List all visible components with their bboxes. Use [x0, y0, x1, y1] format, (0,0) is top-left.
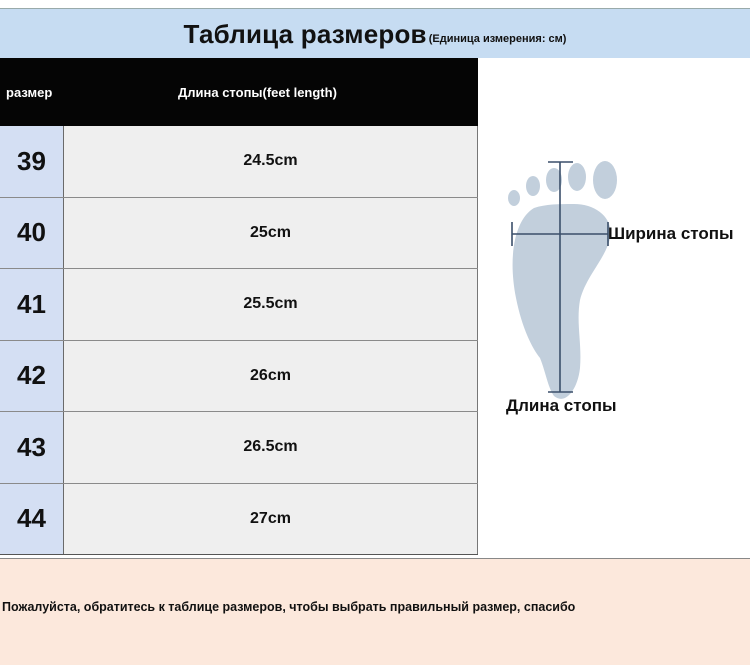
page-title: Таблица размеров [183, 18, 427, 49]
size-cell: 39 [0, 126, 64, 197]
title-bar [0, 8, 750, 60]
length-cell: 25.5cm [64, 269, 478, 340]
length-cell: 25cm [64, 198, 478, 269]
size-cell: 40 [0, 198, 64, 269]
unit-note: (Единица измерения: см) [428, 33, 567, 45]
size-cell: 42 [0, 341, 64, 412]
table-header [0, 58, 478, 126]
width-label: Ширина стопы [608, 224, 734, 243]
table-row [0, 484, 478, 556]
size-table [0, 58, 478, 555]
header-length: Длина стопы(feet length) [178, 85, 337, 100]
length-cell: 24.5cm [64, 126, 478, 197]
foot-diagram [478, 58, 750, 558]
table-row [0, 269, 478, 341]
size-cell: 44 [0, 484, 64, 555]
size-cell: 41 [0, 269, 64, 340]
header-size: размер [6, 85, 53, 100]
length-label: Длина стопы [506, 396, 617, 415]
length-cell: 26.5cm [64, 412, 478, 483]
table-row [0, 412, 478, 484]
table-row [0, 341, 478, 413]
footer-text: Пожалуйста, обратитесь к таблице размеров, чтобы выбрать правильный размер, спасибо [2, 600, 576, 614]
table-row [0, 198, 478, 270]
foot-outline-icon [478, 58, 750, 558]
footer-note [0, 558, 750, 665]
size-cell: 43 [0, 412, 64, 483]
length-cell: 27cm [64, 484, 478, 555]
length-cell: 26cm [64, 341, 478, 412]
table-row [0, 126, 478, 198]
